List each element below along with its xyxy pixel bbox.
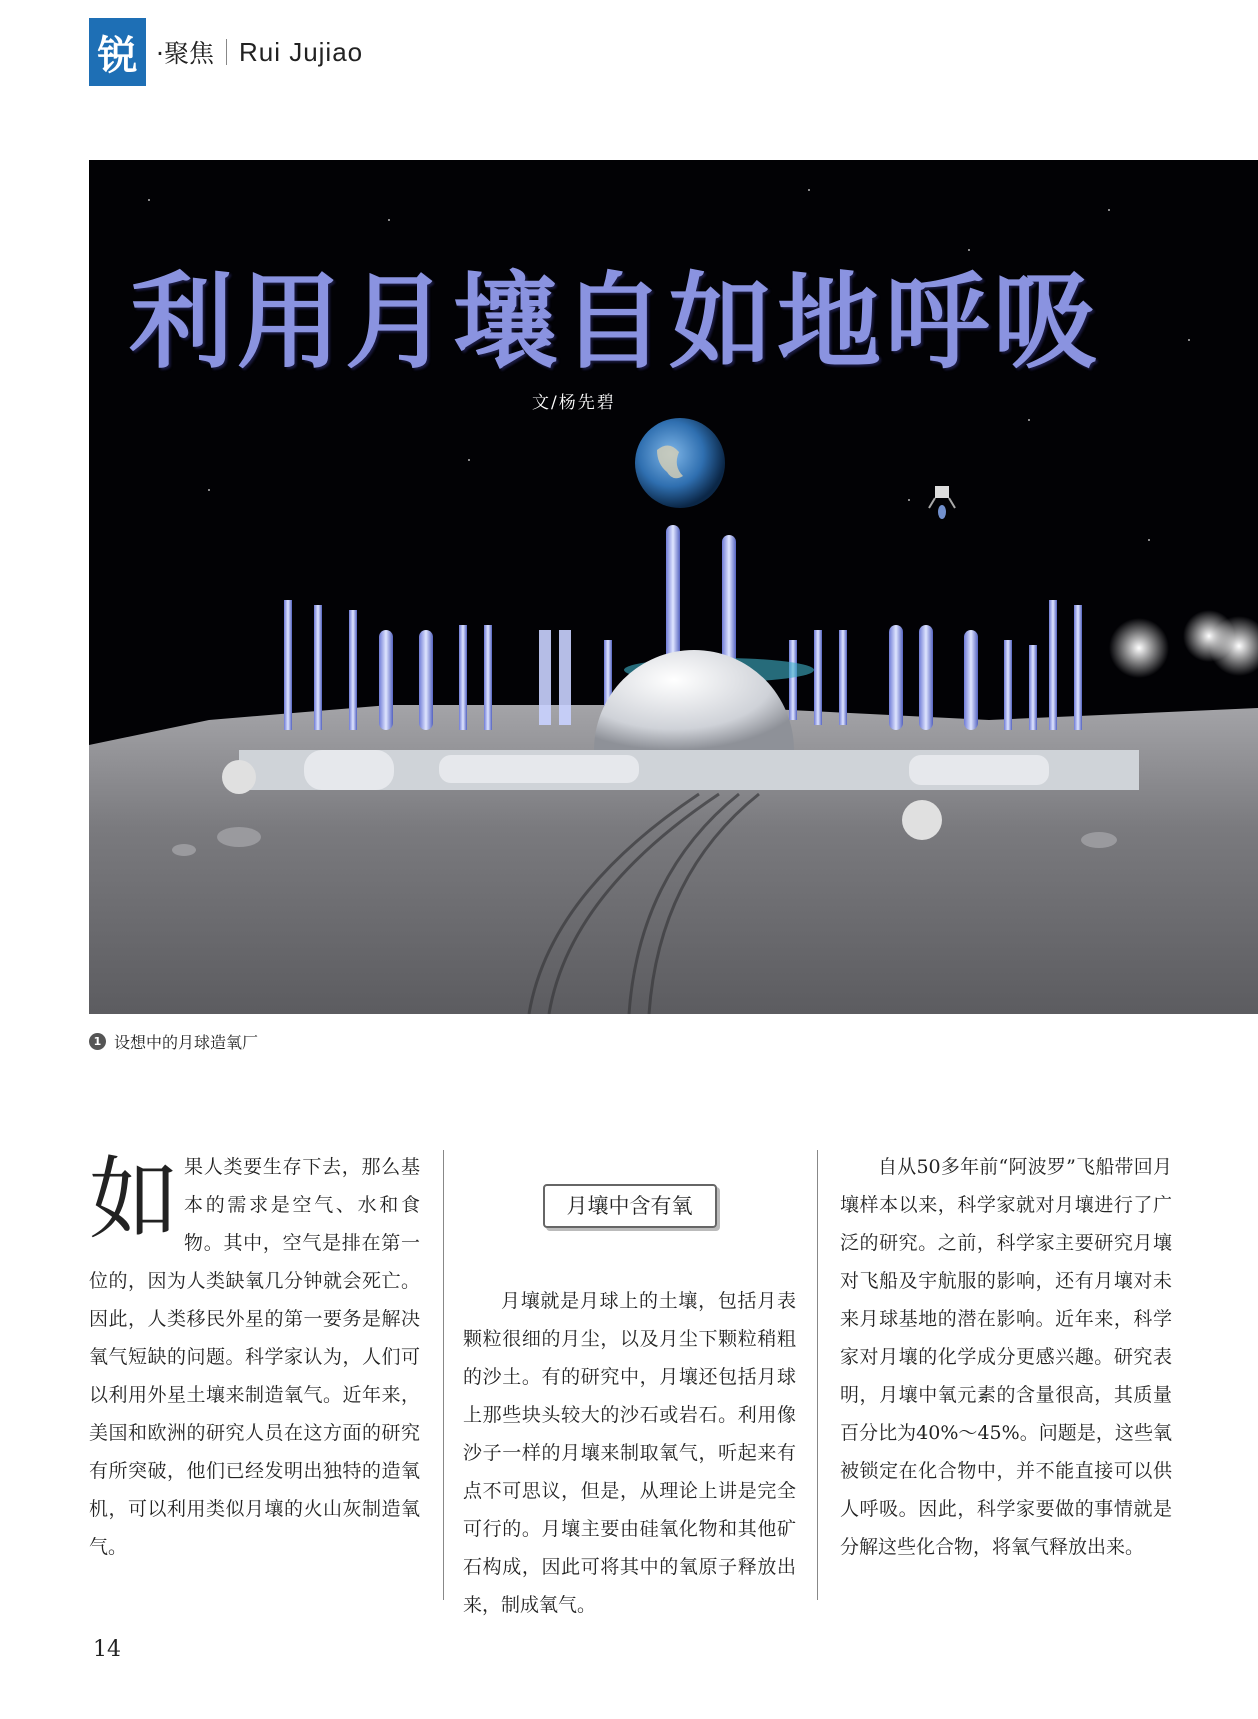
caption-text: 设想中的月球造氧厂 xyxy=(114,1033,259,1052)
header-divider xyxy=(226,39,227,65)
article-title: 利用月壤自如地呼吸 xyxy=(129,261,1102,383)
article-column-3 xyxy=(840,1148,1172,1566)
column-2-text: 月壤就是月球上的土壤，包括月表颗粒很细的月尘，以及月尘下颗粒稍粗的沙土。有的研究中，月壤还包括月球上那些块头较大的沙石或岩石。利用像沙子一样的月壤来制取氧气，听起来有点不可思议，但是，从理论上讲是完全可行的。月壤主要由硅氧化物和其他矿石构成，因此可将其中的氧原子释放出来，制成氧气。 xyxy=(463,1290,796,1616)
article-column-2 xyxy=(463,1148,796,1624)
caption-marker: 1 xyxy=(89,1033,106,1050)
column-3-text: 自从50多年前“阿波罗”飞船带回月壤样本以来，科学家就对月壤进行了广泛的研究。之前，科学家主要研究月壤对飞船及宇航服的影响，还有月壤对未来月球基地的潜在影响。近年来，科学家对月壤的化学成分更感兴趣。研究表明，月壤中氧元素的含量很高，其质量百分比为40%～45%。问题是，这些氧被锁定在化合物中，并不能直接可以供人呼吸。因此，科学家要做的事情就是分解这些化合物，将氧气释放出来。 xyxy=(840,1156,1172,1558)
section-header xyxy=(89,18,363,86)
section-subheading: 月壤中含有氧 xyxy=(543,1184,717,1228)
page-number: 14 xyxy=(93,1637,121,1662)
article-column-1 xyxy=(89,1148,420,1566)
drop-cap: 如 xyxy=(89,1147,179,1252)
section-name: ·聚焦 xyxy=(156,39,214,68)
column-1-text: 果人类要生存下去，那么基本的需求是空气、水和食物。其中，空气是排在第一位的，因为人类缺氧几分钟就会死亡。因此，人类移民外星的第一要务是解决氧气短缺的问题。科学家认为，人们可以利用外星土壤来制造氧气。近年来，美国和欧洲的研究人员在这方面的研究有所突破，他们已经发明出独特的造氧机，可以利用类似月壤的火山灰制造氧气。 xyxy=(89,1156,420,1558)
column-divider xyxy=(443,1150,444,1600)
article-byline: 文/杨先碧 xyxy=(532,393,616,413)
section-badge: 锐 xyxy=(89,18,146,86)
hero-illustration xyxy=(89,160,1258,1014)
figure-caption xyxy=(89,1030,258,1053)
section-name-latin: Rui Jujiao xyxy=(238,36,364,67)
column-divider xyxy=(817,1150,818,1600)
